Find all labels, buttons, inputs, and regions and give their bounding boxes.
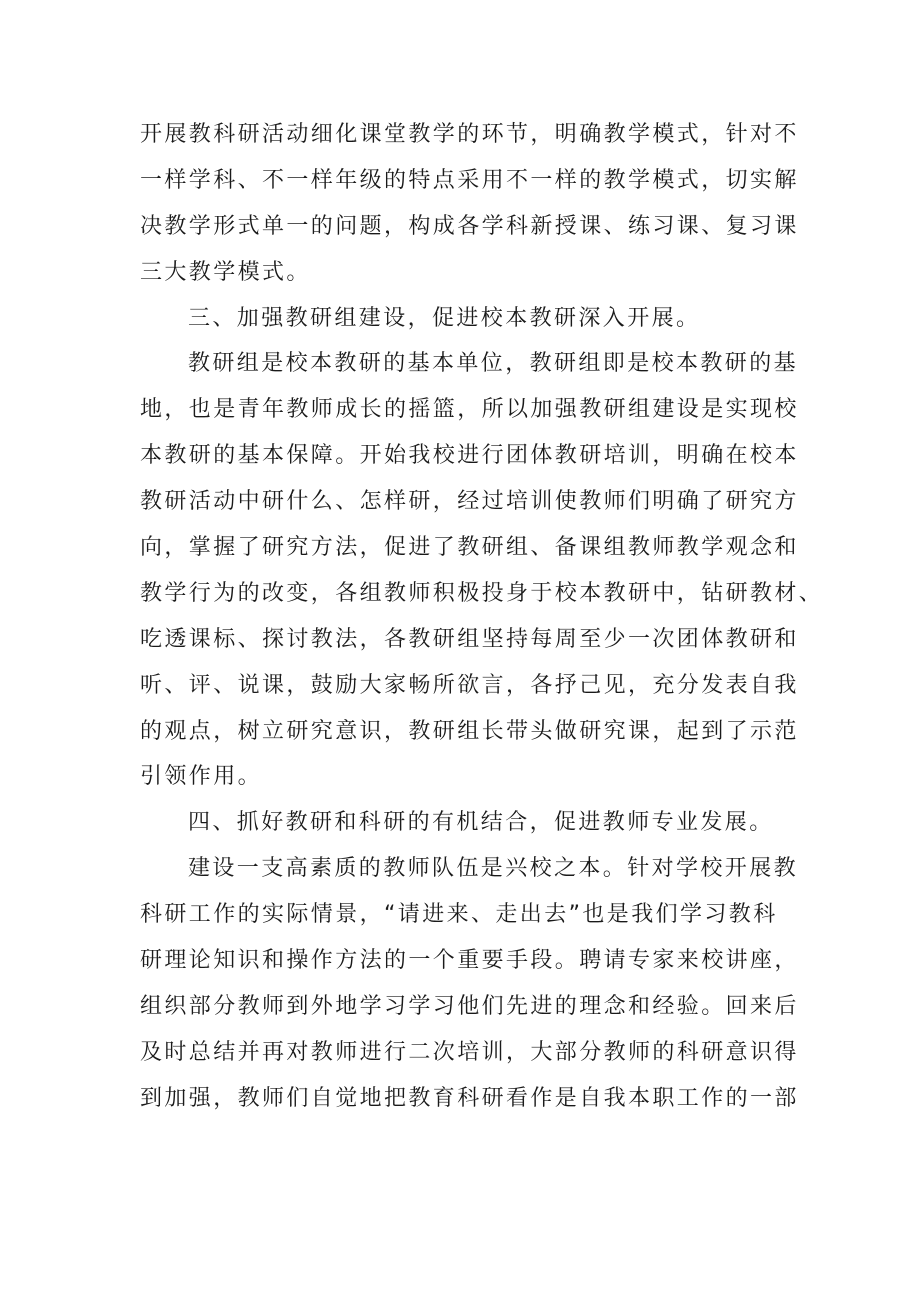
text-line: 的观点，树立研究意识，教研组长带头做研究课，起到了示范: [140, 718, 799, 744]
text-line: 吃透课标、探讨教法，各教研组坚持每周至少一次团体教研和: [140, 626, 799, 652]
text-line: 研理论知识和操作方法的一个重要手段。聘请专家来校讲座，: [140, 948, 799, 974]
text-line: 引领作用。: [140, 764, 263, 790]
text-line: 向，掌握了研究方法，促进了教研组、备课组教师教学观念和: [140, 535, 799, 561]
text-line: 教学行为的改变，各组教师积极投身于校本教研中，钻研教材、: [140, 580, 824, 606]
text-line: 组织部分教师到外地学习学习他们先进的理念和经验。回来后: [140, 993, 799, 1019]
text-line: 四、抓好教研和科研的有机结合，促进教师专业发展。: [188, 810, 774, 836]
text-line: 及时总结并再对教师进行二次培训，大部分教师的科研意识得: [140, 1039, 799, 1065]
text-line: 教研活动中研什么、怎样研，经过培训使教师们明确了研究方: [140, 489, 799, 515]
text-line: 开展教科研活动细化课堂教学的环节，明确教学模式，针对不: [140, 122, 799, 147]
text-line: 到加强，教师们自觉地把教育科研看作是自我本职工作的一部: [140, 1085, 799, 1111]
text-line: 三大教学模式。: [140, 259, 311, 285]
text-line: 一样学科、不一样年级的特点采用不一样的教学模式，切实解: [140, 167, 799, 193]
text-line: 教研组是校本教研的基本单位，教研组即是校本教研的基: [188, 351, 799, 377]
text-line: 地，也是青年教师成长的摇篮，所以加强教研组建设是实现校: [140, 397, 799, 423]
text-line: 科研工作的实际情景，“请进来、走出去”也是我们学习教科: [140, 902, 778, 928]
text-line: 听、评、说课，鼓励大家畅所欲言，各抒己见，充分发表自我: [140, 672, 799, 698]
document-body: [140, 112, 824, 1122]
text-line: 三、加强教研组建设，促进校本教研深入开展。: [188, 305, 701, 331]
text-line: 本教研的基本保障。开始我校进行团体教研培训，明确在校本: [140, 443, 799, 469]
text-line: 决教学形式单一的问题，构成各学科新授课、练习课、复习课: [140, 213, 799, 239]
text-line: 建设一支高素质的教师队伍是兴校之本。针对学校开展教: [188, 856, 799, 882]
